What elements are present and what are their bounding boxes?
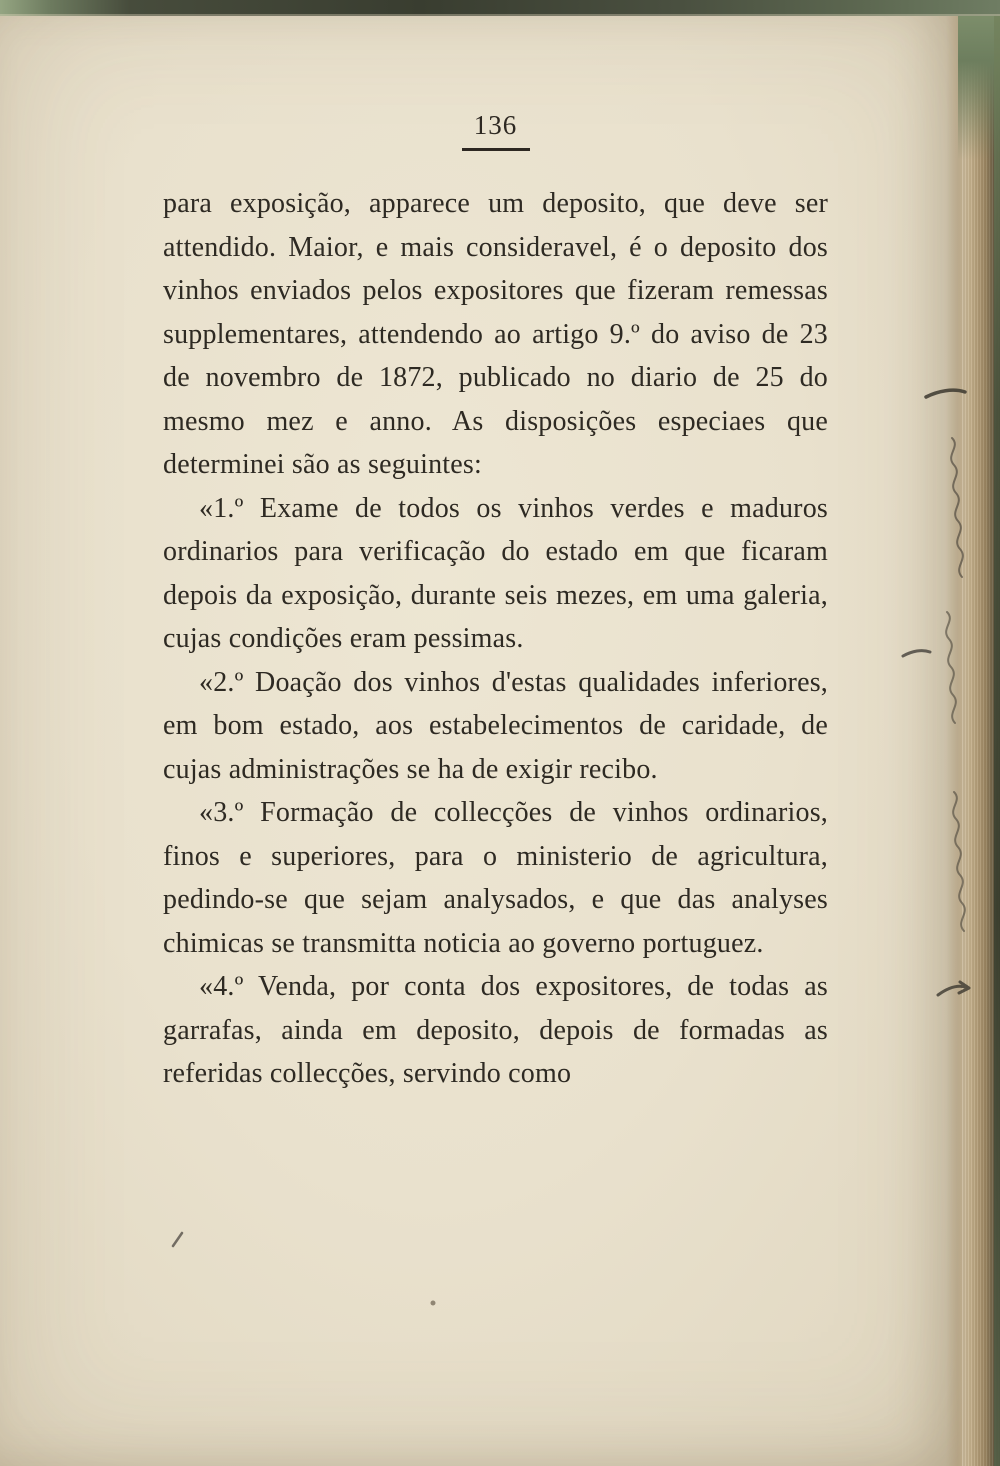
- page-number: [163, 110, 828, 151]
- book-top-edge: [0, 0, 1000, 16]
- paragraph: «3.º Formação de collecções de vinhos ordinarios, finos e superiores, para o ministerio de agricultura, pedindo-se que sejam analysados, e que das analyses chimicas se transmitta noticia ao governo portuguez.: [163, 797, 828, 959]
- page-number-text: 136: [473, 110, 518, 140]
- book-cover-edge: [994, 0, 1000, 1466]
- page-number-underline: [462, 148, 530, 151]
- paragraph: «2.º Doação dos vinhos d'estas qualidades inferiores, em bom estado, aos estabelecimentos de caridade, de cujas administrações se ha de exigir recibo.: [163, 666, 828, 785]
- paragraph: para exposição, apparece um deposito, que deve ser attendido. Maior, e mais consideravel, é o deposito dos vinhos enviados pelos expositores que fizeram remessas supplementares, attendendo ao artigo 9.º do aviso de 23 de novembro de 1872, publicado no diario de 25 do mesmo mez e anno. As disposições especiaes que determinei são as seguintes:: [163, 188, 828, 480]
- text-block: [163, 182, 828, 1096]
- paragraph: «4.º Venda, por conta dos expositores, de todas as garrafas, ainda em deposito, depois de formadas as referidas collecções, servindo como: [163, 971, 828, 1089]
- book-right-edge: [946, 0, 1000, 1466]
- paragraph: «1.º Exame de todos os vinhos verdes e maduros ordinarios para verificação do estado em que ficaram depois da exposição, durante seis mezes, em uma galeria, cujas condições eram pessimas.: [163, 492, 828, 654]
